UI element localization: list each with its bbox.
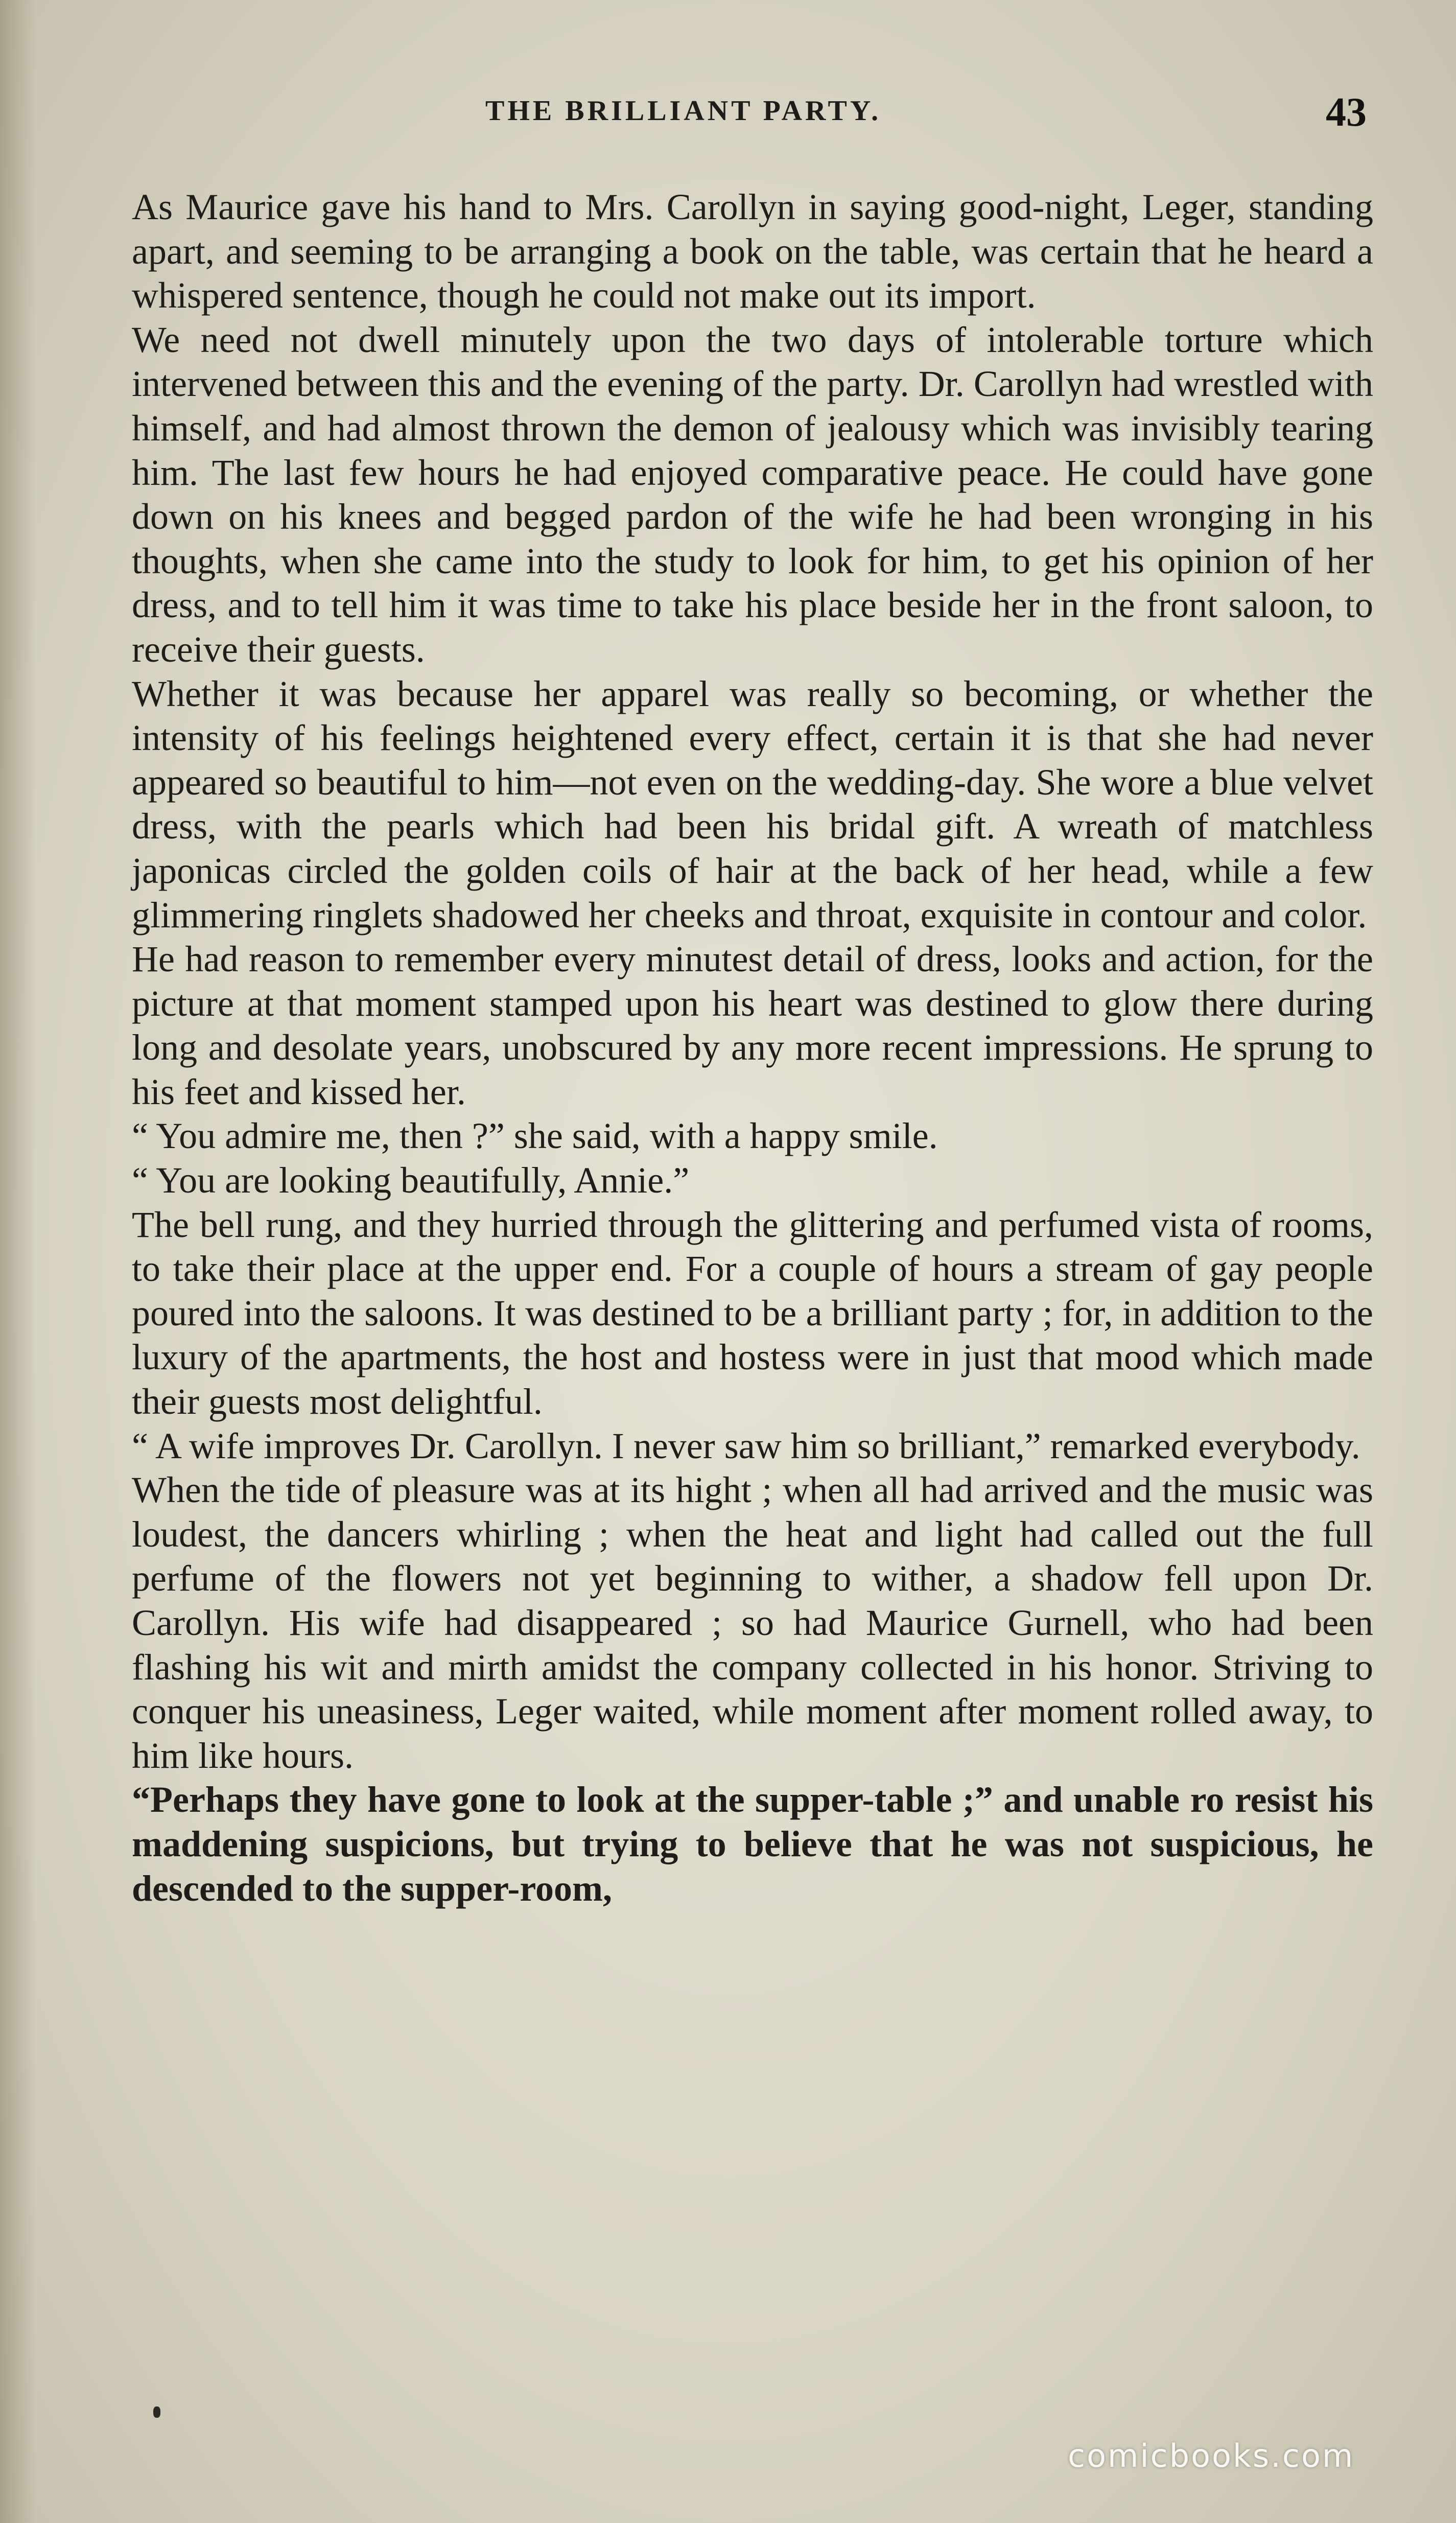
body-text [132, 185, 1373, 1910]
page-number: 43 [1326, 90, 1367, 135]
paragraph: “ A wife improves Dr. Carollyn. I never saw him so brilliant,” remarked everybody. [132, 1425, 1360, 1466]
watermark: comicbooks.com [1068, 2437, 1355, 2474]
ink-speck [153, 2407, 160, 2418]
paragraph: When the tide of pleasure was at its hight ; when all had arrived and the music was loudest, the dancers whirling ; when the heat and light had called out the full perfume of the flowers not yet beginning to wither, a shadow fell upon Dr. Carollyn. His wife had disappeared ; so had Maurice Gurnell, who had been flashing his wit and mirth amidst the company collected in his honor. Striving to conquer his uneasiness, Leger waited, while moment after moment rolled away, to him like hours. [132, 1469, 1373, 1776]
paragraph: As Maurice gave his hand to Mrs. Carollyn in saying good-night, Leger, standing apart, and seeming to be arranging a book on the table, was certain that he heard a whispered sentence, though he could not make out its import. [132, 186, 1373, 316]
paragraph: We need not dwell minutely upon the two days of intolerable torture which intervened between this and the evening of the party. Dr. Carollyn had wrestled with himself, and had almost thrown the demon of jealousy which was invisibly tearing him. The last few hours he had enjoyed comparative peace. He could have gone down on his knees and begged pardon of the wife he had been wronging in his thoughts, when she came into the study to look for him, to get his opinion of her dress, and to tell him it was time to take his place beside her in the front saloon, to receive their guests. [132, 319, 1373, 670]
paragraph: The bell rung, and they hurried through the glittering and perfumed vista of rooms, to take their place at the upper end. For a couple of hours a stream of gay people poured into the saloons. It was destined to be a brilliant party ; for, in addition to the luxury of the apartments, the host and hostess were in just that mood which made their guests most delightful. [132, 1204, 1373, 1422]
paragraph: Whether it was because her apparel was really so becoming, or whether the intensity of his feelings heightened every effect, certain it is that she had never appeared so beautiful to him—not even on the wedding-day. She wore a blue velvet dress, with the pearls which had been his bridal gift. A wreath of matchless japonicas circled the golden coils of hair at the back of her head, while a few glimmering ringlets shadowed her cheeks and throat, exquisite in contour and color. [132, 673, 1373, 936]
paragraph: He had reason to remember every minutest detail of dress, looks and action, for the picture at that moment stamped upon his heart was destined to glow there during long and desolate years, unobscured by any more recent impressions. He sprung to his feet and kissed her. [132, 939, 1373, 1112]
paragraph: “ You are looking beautifully, Annie.” [132, 1160, 690, 1201]
paragraph: “ You admire me, then ?” she said, with a happy smile. [132, 1115, 938, 1157]
running-head [0, 89, 1456, 146]
paragraph: “Perhaps they have gone to look at the supper-table ;” and unable ro resist his maddening suspicions, but trying to believe that he was not suspicious, he descended to the supper-room, [132, 1779, 1373, 1909]
running-title: THE BRILLIANT PARTY. [485, 95, 882, 127]
page-binding-shadow [0, 0, 36, 2523]
